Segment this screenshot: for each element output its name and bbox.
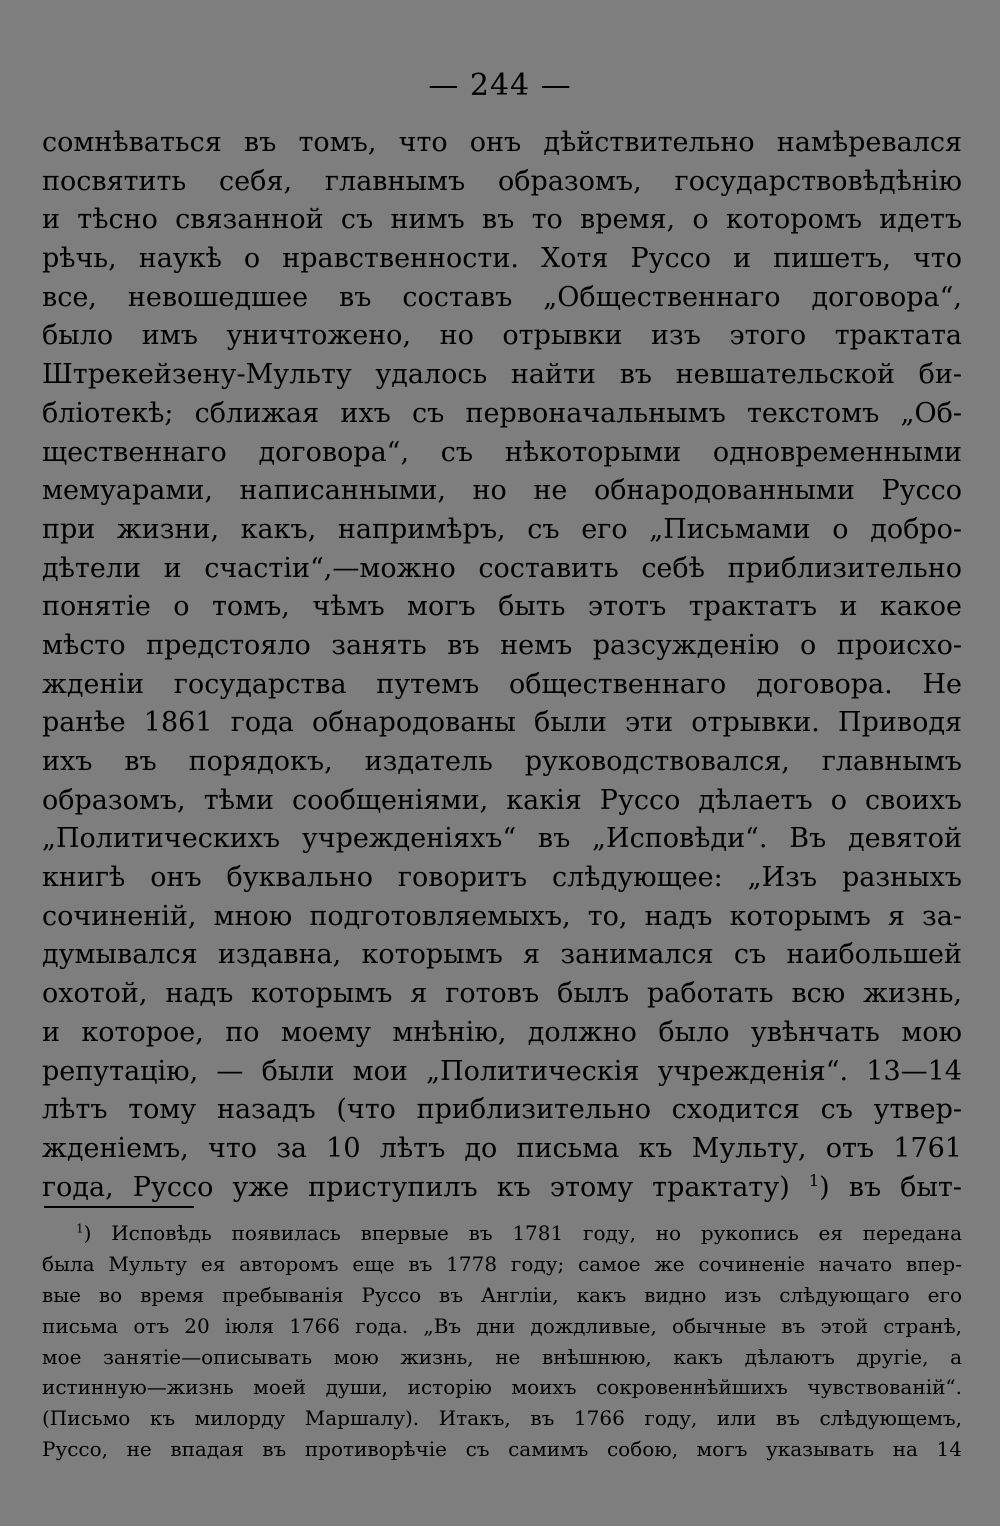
text-line: и которое, по моему мнѣнію, должно было увѣнчать мою [42,1016,962,1048]
footnote-line: была Мульту ея авторомъ еще въ 1778 году; самое же сочиненіе начато впер- [42,1251,962,1276]
text-line: ранѣе 1861 года обнародованы были эти отрывки. Приводя [42,707,962,739]
text-line: рѣчь, наукѣ о нравственности. Хотя Руссо и пишетъ, что [42,243,962,275]
footnote-line: вые во время пребыванія Руссо въ Англіи, какъ видно изъ слѣдующаго его [42,1282,962,1307]
text-line-part: ) въ быт- [819,1171,962,1203]
text-line: Штрекейзену-Мульту удалось найти въ невшательской би- [42,359,962,391]
footnote-line: (Письмо къ милорду Маршалу). Итакъ, въ 1766 году, или въ слѣдующемъ, [42,1406,962,1431]
footnote [42,1218,962,1465]
text-line: дѣтели и счастіи“,—можно составить себѣ приблизительно [42,552,962,584]
text-line: понятіе о томъ, чѣмъ могъ быть этотъ трактатъ и какое [42,591,962,623]
footnote-line: мое занятіе—описывать мою жизнь, не внѣшнюю, какъ дѣлаютъ другіе, а [42,1344,962,1369]
text-line: мѣсто предстояло занять въ немъ разсужденію о происхо- [42,629,962,661]
text-line: при жизни, какъ, напримѣръ, съ его „Письмами о добро- [42,513,962,545]
text-line: было имъ уничтожено, но отрывки изъ этого трактата [42,320,962,352]
text-line: жденіемъ, что за 10 лѣтъ до письма къ Мульту, отъ 1761 [42,1132,962,1164]
footnote-line: Руссо, не впадая въ противорѣчіе съ самимъ собою, могъ указывать на 14 [42,1437,962,1462]
text-line: образомъ, тѣми сообщеніями, какія Руссо дѣлаетъ о своихъ [42,784,962,816]
text-line: бліотекѣ; сближая ихъ съ первоначальнымъ текстомъ „Об- [42,397,962,429]
text-line [42,1169,962,1208]
text-line: лѣтъ тому назадъ (что приблизительно сходится съ утвер- [42,1094,962,1126]
text-line: сомнѣваться въ томъ, что онъ дѣйствительно намѣревался [42,127,962,158]
text-line-part: года, Руссо уже приступилъ къ этому трактату) [42,1171,790,1203]
footnote-line [42,1218,962,1249]
footnote-reference: 1 [808,1170,820,1190]
footnote-line-text: ) Исповѣдь появилась впервые въ 1781 году, но рукопись ея передана [83,1221,962,1245]
text-line: и тѣсно связанной съ нимъ въ то время, о которомъ идетъ [42,204,962,236]
text-line: мемуарами, написанными, но не обнародованными Руссо [42,475,962,507]
text-line: думывался издавна, которымъ я занимался съ наибольшей [42,939,962,971]
text-line: охотой, надъ которымъ я готовъ былъ работать всю жизнь, [42,978,962,1010]
footnote-marker: 1 [76,1221,84,1236]
footnote-line: письма отъ 20 іюля 1766 года. „Въ дни дождливые, обычные въ этой странѣ, [42,1313,962,1338]
text-line: книгѣ онъ буквально говоритъ слѣдующее: „Изъ разныхъ [42,862,962,894]
footnote-divider [44,1206,194,1208]
text-line: репутацію, — были мои „Политическія учрежденія“. 13—14 [42,1055,962,1087]
text-line: сочиненій, мною подготовляемыхъ, то, надъ которымъ я за- [42,900,962,932]
text-line: жденіи государства путемъ общественнаго договора. Не [42,668,962,700]
text-line: „Политическихъ учрежденіяхъ“ въ „Исповѣди“. Въ девятой [42,823,962,855]
main-text [42,124,962,1207]
page-number: — 244 — [428,68,572,103]
text-line: все, невошедшее въ составъ „Общественнаго договора“, [42,281,962,313]
text-line: щественнаго договора“, съ нѣкоторыми одновременными [42,436,962,468]
text-line: ихъ въ порядокъ, издатель руководствовался, главнымъ [42,746,962,777]
footnote-line: истинную—жизнь моей души, исторію моихъ сокровеннѣйшихъ чувствованій“. [42,1375,962,1400]
text-line: посвятить себя, главнымъ образомъ, государствовѣдѣнію [42,165,962,197]
